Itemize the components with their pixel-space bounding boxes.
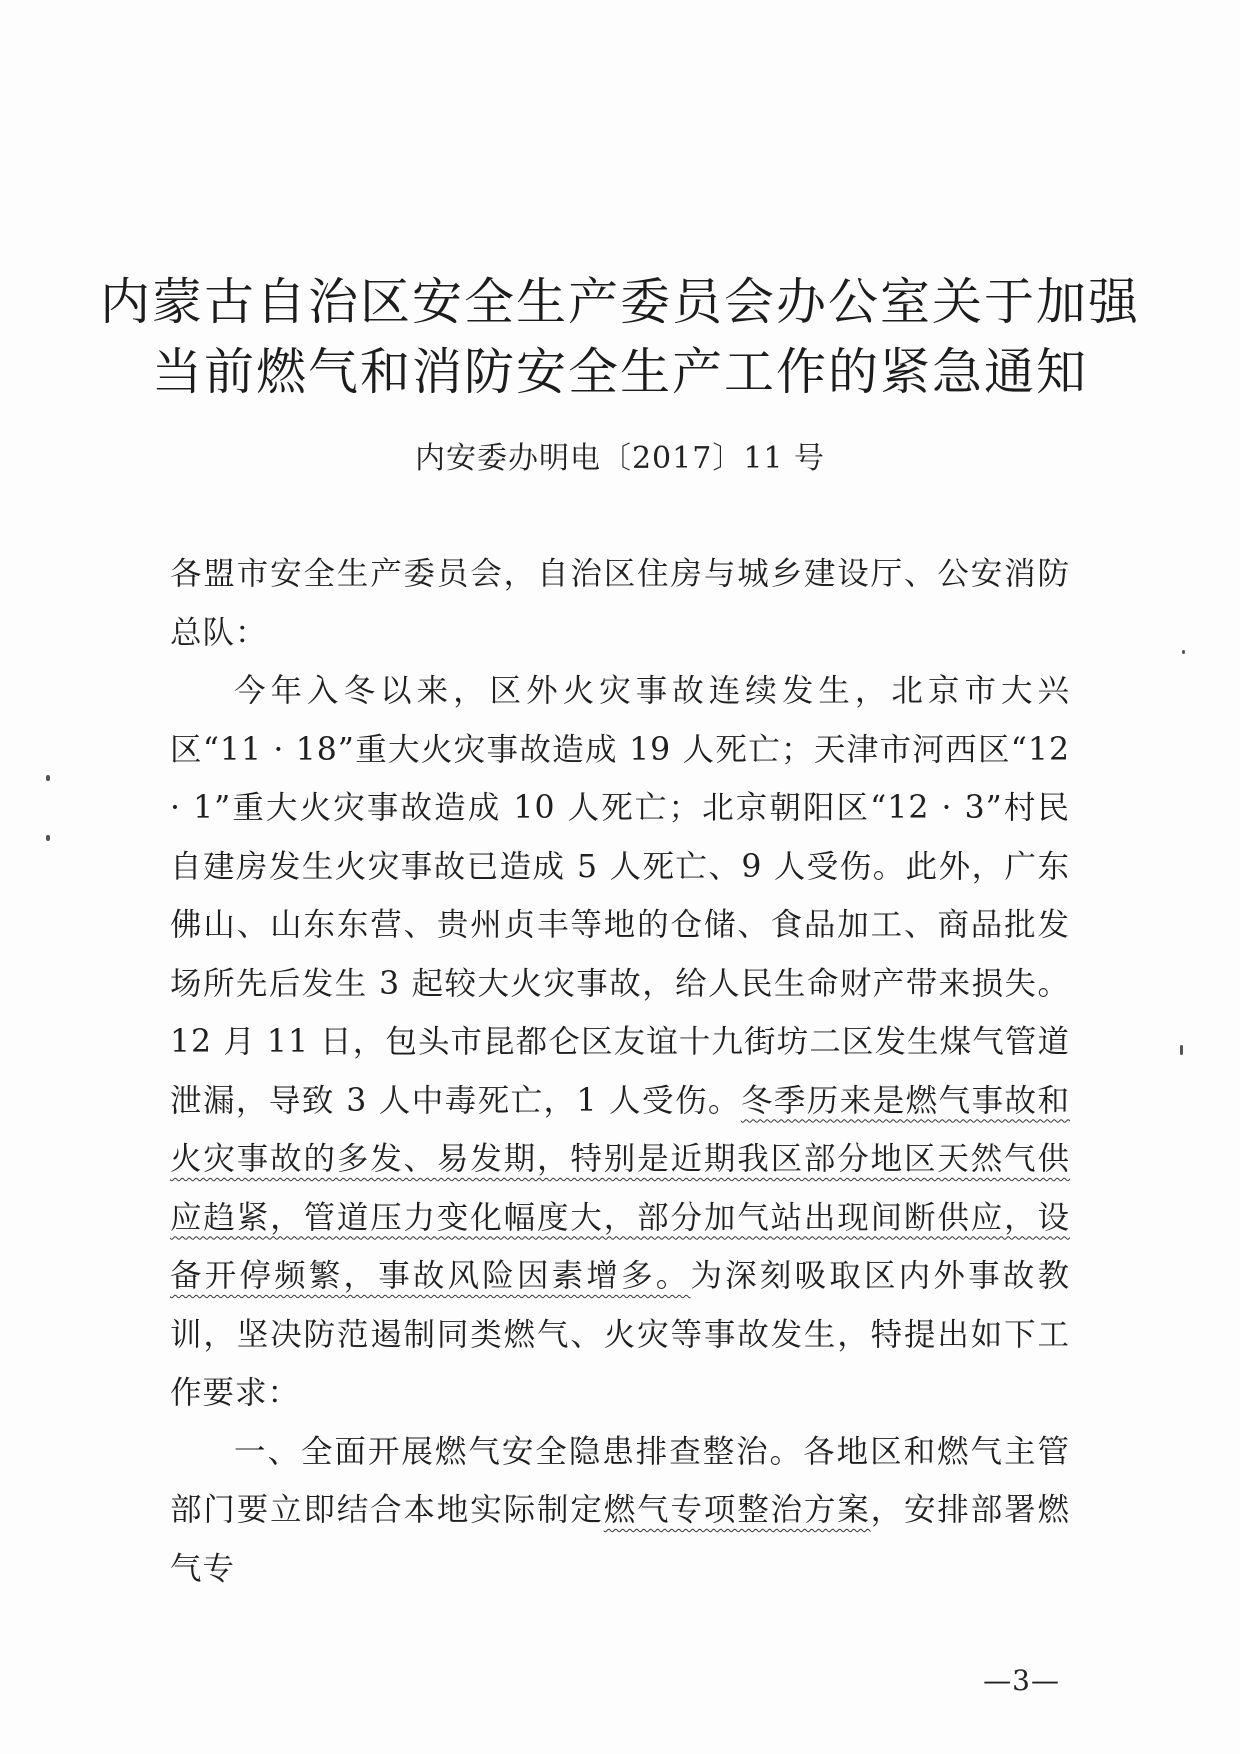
scan-speck [1182, 650, 1185, 654]
document-title-line-2: 当前燃气和消防安全生产工作的紧急通知 [152, 343, 1088, 401]
document-title-line-1: 内蒙古自治区安全生产委员会办公室关于加强 [100, 273, 1140, 331]
document-number: 内安委办明电〔2017〕11 号 [414, 441, 826, 476]
paragraph-1-text-a: 今年入冬以来，区外火灾事故连续发生，北京市大兴区“11 · 18”重大火灾事故造成 19 人死亡；天津市河西区“12 · 1”重大火灾事故造成 10 人死亡；北京朝阳区“12 · 3”村民自建房发生火灾事故已造成 5 人死亡、9 人受伤。此外，广东佛山、山东东营、贵州贞丰等地的仓储、食品加工、商品批发场所先后发生 3 起较大火灾事故，给人民生命财产带来损失。12 月 11 日，包头市昆都仑区友谊十九街坊二区发生煤气管道泄漏，导致 3 人中毒死亡，1 人受伤。 [170, 673, 1070, 1119]
handwritten-underline-passage: 冬季历来是燃气事故和火灾事故的多发、易发期，特别是近期我区部分地区天然气供应趋紧，管道压力变化幅度大，部分加气站出现间断供应，设备开停频繁，事故风险因素增多。 [170, 1082, 1070, 1294]
salutation: 各盟市安全生产委员会，自治区住房与城乡建设厅、公安消防总队： [170, 556, 1070, 651]
scan-speck [46, 775, 50, 781]
scan-speck [1180, 1045, 1183, 1055]
scan-speck [46, 835, 50, 841]
paragraph-1 [170, 662, 1070, 1423]
paragraph-2-text-b: ，安排部署燃气专 [170, 1492, 1070, 1587]
paragraph-1-text-b: 为深刻吸取区内外事故教训，坚决防范遏制同类燃气、火灾等事故发生，特提出如下工作要求： [170, 1258, 1070, 1411]
document-body [170, 545, 1070, 1598]
handwritten-underline-phrase: 燃气专项整治方案 [603, 1492, 871, 1528]
paragraph-2-text-a: 一、全面开展燃气安全隐患排查整治。各地区和燃气主管部门要立即结合本地实际制定 [170, 1433, 1070, 1528]
page-number: —3— [983, 1664, 1060, 1697]
paragraph-2 [170, 1423, 1070, 1599]
